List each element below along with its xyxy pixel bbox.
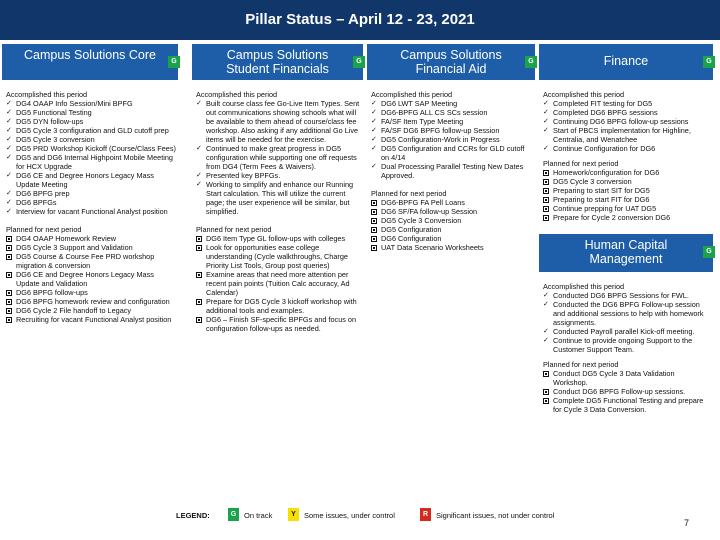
list-item	[6, 297, 176, 306]
legend-red-swatch: R	[420, 508, 431, 521]
list-item-text: DG5 Cycle 3 configuration and GLD cutoff prep	[16, 126, 169, 135]
legend-red-text: Significant issues, not under control	[436, 511, 555, 520]
list-item	[196, 180, 361, 216]
list-item-text: Prepare for DG5 Cycle 3 kickoff workshop with additional tools and examples.	[206, 297, 357, 315]
header-label: Campus Solutions Student Financials	[226, 48, 329, 76]
checkbox-bullet-icon	[6, 290, 12, 296]
checkmark-icon: ✓	[371, 109, 377, 116]
checkmark-icon: ✓	[543, 100, 549, 107]
list-item	[6, 135, 176, 144]
list-item	[371, 144, 533, 162]
checkmark-icon: ✓	[196, 100, 202, 107]
list-item	[543, 396, 711, 414]
list-item-text: Conducted DG6 BPFG Sessions for FWL.	[553, 291, 689, 300]
list-item-text: Continue Configuration for DG6	[553, 144, 656, 153]
checkmark-icon: ✓	[371, 145, 377, 152]
list-item	[543, 213, 711, 222]
list-item-text: Continue prepping for UAT DG5	[553, 204, 657, 213]
list-item	[6, 252, 176, 270]
list-item	[543, 300, 711, 327]
checkbox-bullet-icon	[543, 179, 549, 185]
list-item-text: DG5 Cycle 3 conversion	[16, 135, 95, 144]
checkmark-icon: ✓	[543, 292, 549, 299]
checkbox-bullet-icon	[196, 317, 202, 323]
checkbox-bullet-icon	[371, 218, 377, 224]
list-item	[371, 225, 533, 234]
list-item	[6, 144, 176, 153]
list-item-text: Completed FIT testing for DG5	[553, 99, 653, 108]
checkmark-icon: ✓	[6, 154, 12, 161]
list-item	[196, 234, 361, 243]
checkmark-icon: ✓	[6, 199, 12, 206]
planned-list	[196, 234, 361, 333]
list-item	[196, 270, 361, 297]
checkmark-icon: ✓	[196, 145, 202, 152]
checkbox-bullet-icon	[371, 209, 377, 215]
list-item	[371, 234, 533, 243]
list-item	[543, 168, 711, 177]
list-item	[371, 243, 533, 252]
list-item	[543, 177, 711, 186]
list-item-text: Conduct DG5 Cycle 3 Data Validation Workshop.	[553, 369, 675, 387]
checkbox-bullet-icon	[543, 170, 549, 176]
checkmark-icon: ✓	[371, 163, 377, 170]
checkbox-bullet-icon	[6, 272, 12, 278]
list-item-text: Conducted the DG6 BPFG Follow-up session and additional sessions to help with homework assignments.	[553, 300, 704, 327]
list-item	[543, 99, 711, 108]
list-item	[371, 135, 533, 144]
checkbox-bullet-icon	[543, 398, 549, 404]
checkmark-icon: ✓	[6, 208, 12, 215]
accomplished-list	[196, 99, 361, 216]
accomplished-title: Accomplished this period	[543, 90, 625, 99]
list-item-text: Conducted Payroll parallel Kick-off meeting.	[553, 327, 695, 336]
checkbox-bullet-icon	[543, 389, 549, 395]
hcm-header	[539, 234, 713, 272]
list-item-text: Look for opportunities ease college understanding (Cycle walkthroughs, Charge Priority List Tools, Group post queries)	[206, 243, 348, 270]
checkmark-icon: ✓	[371, 118, 377, 125]
planned-list	[543, 369, 711, 414]
list-item-text: DG6-BPFG FA Pell Loans	[381, 198, 465, 207]
planned-list	[6, 234, 176, 324]
legend-green-text: On track	[244, 511, 273, 520]
list-item-text: DG6 Cycle 2 File handoff to Legacy	[16, 306, 132, 315]
list-item-text: Preparing to start SIT for DG5	[553, 186, 650, 195]
column-header	[192, 44, 363, 80]
checkmark-icon: ✓	[371, 100, 377, 107]
checkbox-bullet-icon	[196, 272, 202, 278]
checkbox-bullet-icon	[543, 197, 549, 203]
list-item-text: DG5 DYN follow-ups	[16, 117, 84, 126]
list-item	[543, 108, 711, 117]
list-item-text: DG6-BPFG ALL CS SCs session	[381, 108, 488, 117]
list-item	[6, 288, 176, 297]
list-item	[6, 315, 176, 324]
legend-label: LEGEND:	[176, 511, 210, 520]
list-item	[6, 306, 176, 315]
list-item-text: Dual Processing Parallel Testing New Dates Approved.	[381, 162, 524, 180]
checkmark-icon: ✓	[543, 109, 549, 116]
list-item-text: DG5 Configuration-Work in Progress	[381, 135, 500, 144]
list-item-text: Continuing DG6 BPFG follow-up sessions	[553, 117, 689, 126]
column-header	[2, 44, 178, 80]
list-item	[6, 126, 176, 135]
list-item-text: FA/SF Item Type Meeting	[381, 117, 464, 126]
planned-title: Planned for next period	[371, 189, 447, 198]
checkmark-icon: ✓	[6, 190, 12, 197]
list-item-text: DG4 OAAP Info Session/Mini BPFG	[16, 99, 133, 108]
list-item	[543, 117, 711, 126]
checkmark-icon: ✓	[6, 118, 12, 125]
accomplished-list	[6, 99, 176, 216]
list-item-text: DG6 BPFG follow-ups	[16, 288, 88, 297]
list-item-text: Preparing to start FIT for DG6	[553, 195, 650, 204]
list-item-text: UAT Data Scenario Worksheets	[381, 243, 484, 252]
list-item-text: DG6 LWT SAP Meeting	[381, 99, 458, 108]
checkmark-icon: ✓	[543, 145, 549, 152]
checkmark-icon: ✓	[543, 118, 549, 125]
accomplished-title: Accomplished this period	[6, 90, 88, 99]
checkbox-bullet-icon	[6, 299, 12, 305]
list-item-text: DG5 Cycle 3 Conversion	[381, 216, 462, 225]
checkmark-icon: ✓	[6, 109, 12, 116]
planned-title: Planned for next period	[196, 225, 272, 234]
checkmark-icon: ✓	[543, 328, 549, 335]
status-badge: G	[703, 56, 715, 68]
legend-green-swatch: G	[228, 508, 239, 521]
column-body	[537, 86, 715, 222]
list-item	[371, 108, 533, 117]
checkbox-bullet-icon	[371, 227, 377, 233]
list-item-text: DG5 Functional Testing	[16, 108, 92, 117]
list-item	[543, 195, 711, 204]
checkbox-bullet-icon	[543, 188, 549, 194]
legend	[176, 506, 596, 524]
planned-list	[543, 168, 711, 222]
checkbox-bullet-icon	[196, 236, 202, 242]
list-item	[543, 369, 711, 387]
list-item	[371, 126, 533, 135]
legend-yellow-swatch: Y	[288, 508, 299, 521]
list-item	[371, 216, 533, 225]
checkbox-bullet-icon	[6, 245, 12, 251]
header-label: Campus Solutions Financial Aid	[400, 48, 502, 76]
checkmark-icon: ✓	[6, 127, 12, 134]
list-item-text: Prepare for Cycle 2 conversion DG6	[553, 213, 671, 222]
page-title: Pillar Status – April 12 - 23, 2021	[0, 0, 720, 40]
accomplished-list	[543, 291, 711, 354]
checkbox-bullet-icon	[6, 308, 12, 314]
list-item-text: DG5 Cycle 3 Support and Validation	[16, 243, 133, 252]
checkbox-bullet-icon	[6, 317, 12, 323]
list-item-text: Start of PBCS implementation for Highline, Centralia, and Wenatchee	[553, 126, 691, 144]
column-campus-solutions-core	[0, 44, 180, 501]
list-item	[543, 387, 711, 396]
status-badge: G	[353, 56, 365, 68]
list-item	[196, 297, 361, 315]
checkbox-bullet-icon	[371, 200, 377, 206]
list-item-text: Interview for vacant Functional Analyst position	[16, 207, 168, 216]
list-item	[196, 315, 361, 333]
list-item	[6, 270, 176, 288]
list-item	[6, 234, 176, 243]
checkbox-bullet-icon	[371, 236, 377, 242]
checkmark-icon: ✓	[543, 337, 549, 344]
checkmark-icon: ✓	[543, 127, 549, 134]
list-item-text: Homework/configuration for DG6	[553, 168, 660, 177]
accomplished-title: Accomplished this period	[371, 90, 453, 99]
checkbox-bullet-icon	[6, 236, 12, 242]
column-body	[365, 86, 537, 252]
list-item	[543, 144, 711, 153]
list-item-text: DG5 Configuration	[381, 225, 442, 234]
checkbox-bullet-icon	[543, 215, 549, 221]
list-item	[371, 198, 533, 207]
list-item	[196, 99, 361, 144]
column-body	[0, 86, 180, 324]
list-item-text: DG6 Item Type GL follow-ups with colleges	[206, 234, 346, 243]
list-item	[6, 171, 176, 189]
list-item	[6, 207, 176, 216]
accomplished-title: Accomplished this period	[196, 90, 278, 99]
status-badge: G	[525, 56, 537, 68]
list-item-text: Working to simplify and enhance our Running Start calculation. This will utilize the current page; the user experience will be similar, but simplified.	[206, 180, 354, 216]
list-item	[196, 243, 361, 270]
list-item-text: DG6 – Finish SF-specific BPFGs and focus on configuration follow-ups as needed.	[206, 315, 357, 333]
list-item-text: Examine areas that need more attention per recent pain points (Tuition Calc accuracy, Ad Calendar)	[206, 270, 350, 297]
list-item	[371, 207, 533, 216]
list-item	[543, 291, 711, 300]
checkbox-bullet-icon	[371, 245, 377, 251]
header-label: Finance	[603, 54, 649, 68]
list-item-text: DG4 OAAP Homework Review	[16, 234, 117, 243]
planned-title: Planned for next period	[543, 159, 619, 168]
planned-title: Planned for next period	[6, 225, 82, 234]
list-item-text: DG5 Course & Course Fee PRD workshop migration & conversion	[16, 252, 155, 270]
checkbox-bullet-icon	[543, 206, 549, 212]
column-student-financials	[190, 44, 365, 501]
list-item	[196, 171, 361, 180]
checkmark-icon: ✓	[196, 181, 202, 188]
list-item	[371, 99, 533, 108]
list-item-text: Recruiting for vacant Functional Analyst position	[16, 315, 172, 324]
list-item-text: DG6 BPFG prep	[16, 189, 70, 198]
checkmark-icon: ✓	[371, 136, 377, 143]
page-number: 7	[684, 518, 690, 528]
list-item-text: DG6 CE and Degree Honors Legacy Mass Update and Validation	[16, 270, 154, 288]
list-item-text: DG6 BPFG homework review and configuration	[16, 297, 170, 306]
checkmark-icon: ✓	[196, 172, 202, 179]
list-item-text: FA/SF DG6 BPFG follow-up Session	[381, 126, 500, 135]
checkmark-icon: ✓	[543, 301, 549, 308]
list-item-text: Complete DG5 Functional Testing and prepare for Cycle 3 Data Conversion.	[553, 396, 704, 414]
checkbox-bullet-icon	[543, 371, 549, 377]
planned-title: Planned for next period	[543, 360, 619, 369]
list-item	[371, 117, 533, 126]
checkmark-icon: ✓	[6, 172, 12, 179]
list-item-text: DG5 PRD Workshop Kickoff (Course/Class Fees)	[16, 144, 176, 153]
accomplished-list	[543, 99, 711, 153]
list-item	[543, 204, 711, 213]
column-body	[190, 86, 365, 333]
header-label: Campus Solutions Core	[23, 48, 156, 62]
checkmark-icon: ✓	[6, 100, 12, 107]
list-item	[6, 153, 176, 171]
list-item	[6, 189, 176, 198]
list-item	[6, 99, 176, 108]
list-item-text: DG6 BPFGs	[16, 198, 57, 207]
list-item-text: DG6 Configuration	[381, 234, 442, 243]
list-item	[543, 126, 711, 144]
list-item-text: DG6 CE and Degree Honors Legacy Mass Update Meeting	[16, 171, 154, 189]
column-header	[539, 44, 713, 80]
list-item	[6, 243, 176, 252]
column-finance-hcm	[537, 44, 715, 501]
list-item-text: Built course class fee Go-Live Item Types. Sent out communications showing schools what will be available to them ahead of course/class fee workshop. Also asking if any additional Go Live items will be needed for the exercise.	[206, 99, 360, 144]
checkmark-icon: ✓	[6, 136, 12, 143]
list-item-text: Conduct DG6 BPFG Follow-up sessions.	[553, 387, 686, 396]
checkmark-icon: ✓	[371, 127, 377, 134]
checkbox-bullet-icon	[6, 254, 12, 260]
list-item-text: DG5 Configuration and CCRs for GLD cutoff on 4/14	[381, 144, 525, 162]
list-item-text: Completed DG6 BPFG sessions	[553, 108, 658, 117]
list-item	[196, 144, 361, 171]
list-item-text: DG5 Cycle 3 conversion	[553, 177, 632, 186]
list-item-text: DG6 SF/FA follow-up Session	[381, 207, 478, 216]
list-item	[6, 117, 176, 126]
list-item	[6, 108, 176, 117]
status-badge: G	[703, 246, 715, 258]
planned-list	[371, 198, 533, 252]
list-item-text: Presented key BPFGs.	[206, 171, 281, 180]
list-item	[6, 198, 176, 207]
checkbox-bullet-icon	[196, 245, 202, 251]
checkmark-icon: ✓	[6, 145, 12, 152]
accomplished-title: Accomplished this period	[543, 282, 625, 291]
legend-yellow-text: Some issues, under control	[304, 511, 395, 520]
list-item	[543, 327, 711, 336]
list-item	[371, 162, 533, 180]
column-financial-aid	[365, 44, 537, 501]
header-label: Human Capital Management	[584, 238, 668, 266]
list-item	[543, 336, 711, 354]
accomplished-list	[371, 99, 533, 180]
list-item-text: Continue to provide ongoing Support to the Customer Support Team.	[553, 336, 693, 354]
list-item	[543, 186, 711, 195]
hcm-body	[537, 278, 715, 414]
status-badge: G	[168, 56, 180, 68]
list-item-text: DG5 and DG6 Internal Highpoint Mobile Meeting for HCX Upgrade	[16, 153, 173, 171]
column-header	[367, 44, 535, 80]
list-item-text: Continued to make great progress in DG5 configuration while supporting one off requests from DG4 (Term Fees & Waivers).	[206, 144, 357, 171]
checkbox-bullet-icon	[196, 299, 202, 305]
